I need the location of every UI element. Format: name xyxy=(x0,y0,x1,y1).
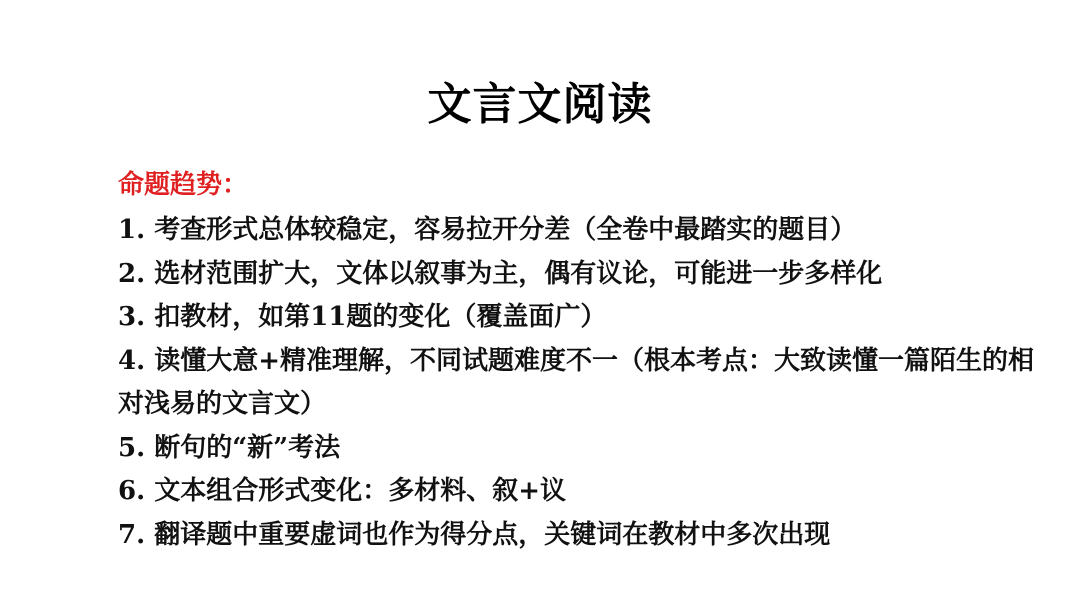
trend-point-7: 7. 翻译题中重要虚词也作为得分点，关键词在教材中多次出现 xyxy=(118,519,831,550)
trend-point-6: 6. 文本组合形式变化：多材料、叙+议 xyxy=(118,476,566,506)
trend-point-3: 3. 扣教材，如第11题的变化（覆盖面广） xyxy=(118,302,607,332)
trend-points-list xyxy=(118,209,1058,557)
slide-title: 文言文阅读 xyxy=(427,79,653,130)
trend-label: 命题趋势： xyxy=(118,170,249,200)
trend-point-4: 4. 读懂大意+精准理解，不同试题难度不一（根本考点：大致读懂一篇陌生的相对浅易的文言文） xyxy=(118,345,1034,419)
trend-point-5: 5. 断句的“新”考法 xyxy=(118,432,341,463)
trend-point-1: 1. 考查形式总体较稳定，容易拉开分差（全卷中最踏实的题目） xyxy=(118,215,857,245)
trend-point-2: 2. 选材范围扩大，文体以叙事为主，偶有议论，可能进一步多样化 xyxy=(118,258,883,289)
